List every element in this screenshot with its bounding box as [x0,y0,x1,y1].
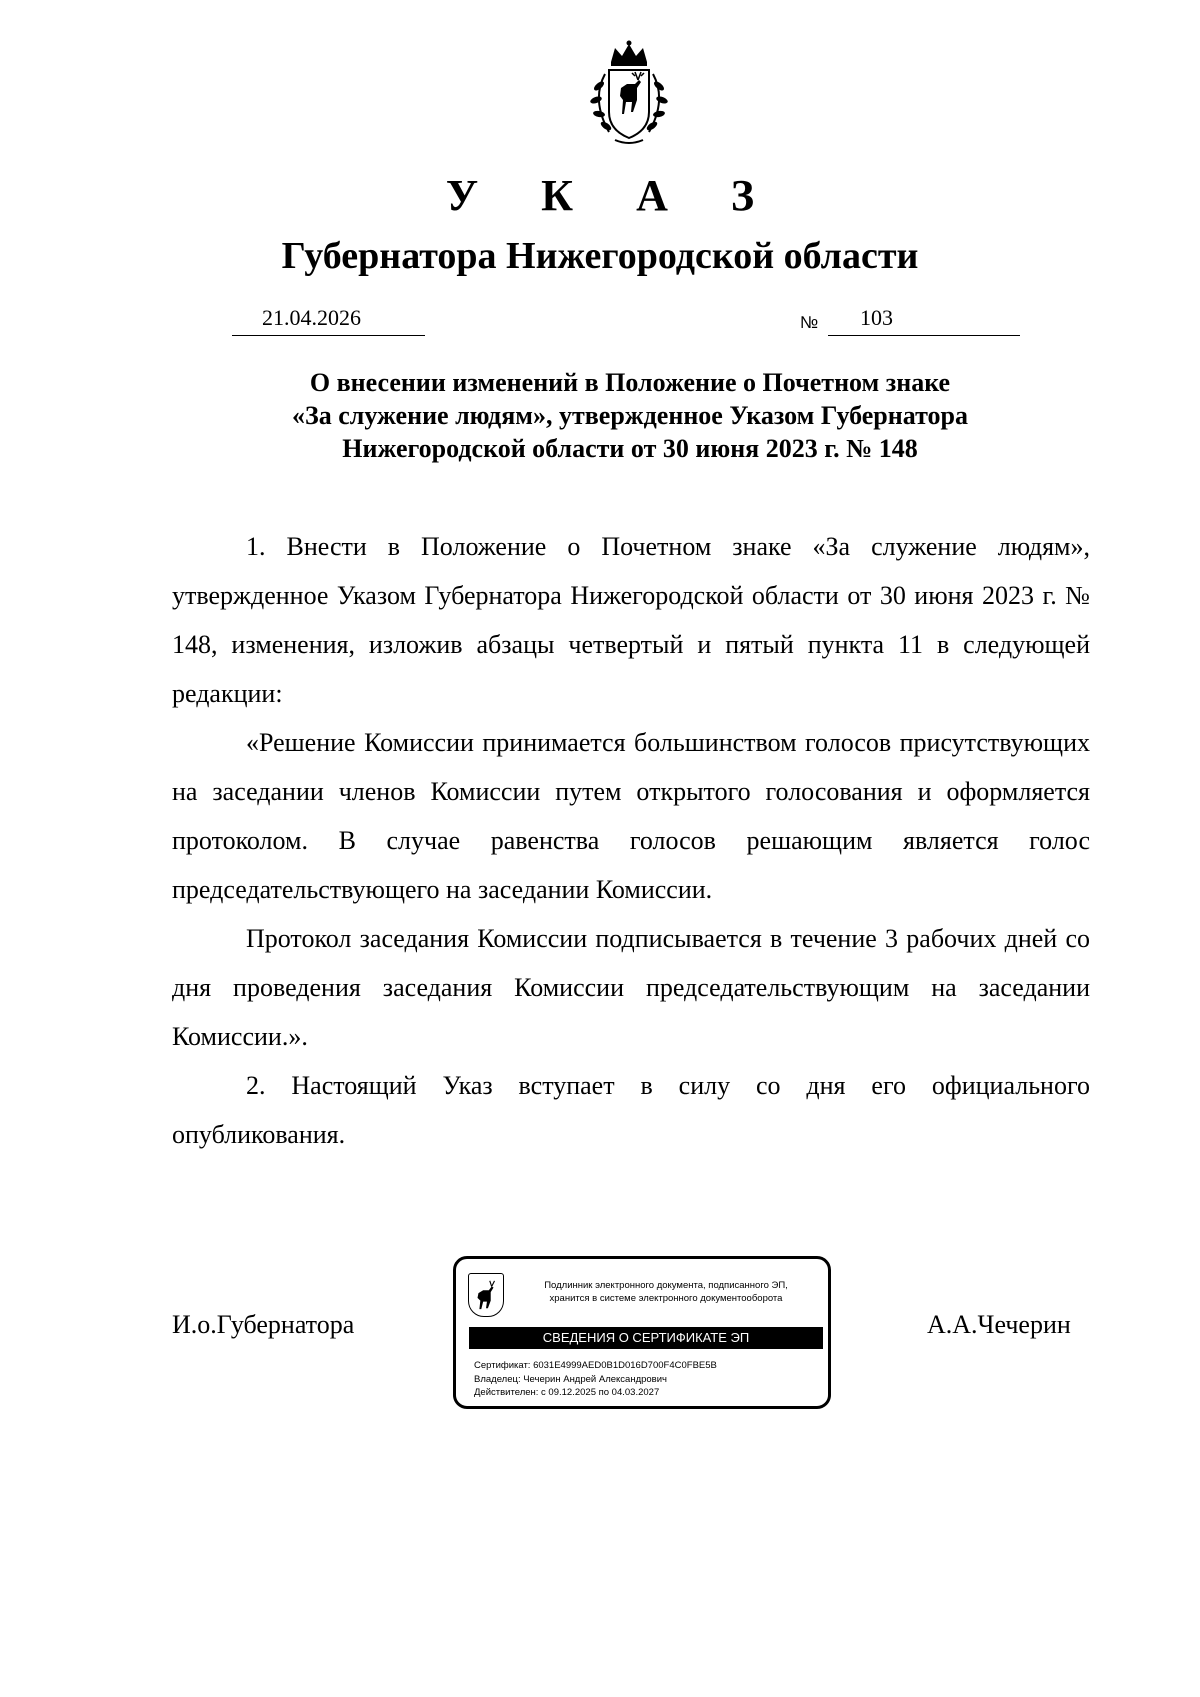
paragraph: «Решение Комиссии принимается большинством голосов присутствующих на заседании членов Комиссии путем открытого голосования и оформляется протоколом. В случае равенства голосов решающим является голос председательствующего на заседании Комиссии. [172,728,1090,904]
document-number: 103 [860,305,893,330]
number-sign: № [800,313,819,332]
certificate-info-bar: СВЕДЕНИЯ О СЕРТИФИКАТЕ ЭП [469,1327,823,1349]
certificate-details [474,1359,717,1400]
stamp-header-line: Подлинник электронного документа, подписанного ЭП, [544,1280,788,1291]
subject-line: Нижегородской области от 30 июня 2023 г. № 148 [342,434,918,463]
number-field [828,305,1020,336]
stamp-header [516,1279,816,1305]
subject-line: О внесении изменений в Положение о Почетном знаке [309,368,951,397]
certificate-owner: Владелец: Чечерин Андрей Александрович [474,1373,667,1385]
date-field [232,305,425,336]
paragraph: 2. Настоящий Указ вступает в силу со дня его официального опубликования. [172,1071,1090,1149]
signatory-name: А.А.Чечерин [927,1310,1071,1339]
paragraph: 1. Внести в Положение о Почетном знаке «За служение людям», утвержденное Указом Губернатора Нижегородской области от 30 июня 2023 г. № 148, изменения, изложив абзацы четвертый и пятый пункта 11 в следующей редакции: [172,532,1090,708]
subject-line: «За служение людям», утвержденное Указом Губернатора [292,401,968,430]
stamp-header-line: хранится в системе электронного документооборота [549,1293,783,1304]
electronic-signature-stamp [453,1256,831,1409]
certificate-validity: Действителен: с 09.12.2025 по 04.03.2027 [474,1387,660,1398]
issuer-title: Губернатора Нижегородской области [281,235,919,277]
certificate-id: Сертификат: 6031E4999AED0B1D016D700F4C0FBE5B [474,1360,717,1371]
document-date: 21.04.2026 [262,305,361,330]
document-subject [180,366,1080,465]
signatory-position: И.о.Губернатора [172,1310,355,1339]
paragraph: Протокол заседания Комиссии подписывается в течение 3 рабочих дней со дня проведения заседания Комиссии председательствующим на заседании Комиссии.». [172,924,1090,1051]
document-type-title: У К А З [445,171,781,220]
coat-of-arms-emblem [575,40,683,148]
document-body [172,522,1090,1159]
deer-shield-icon [468,1273,504,1317]
